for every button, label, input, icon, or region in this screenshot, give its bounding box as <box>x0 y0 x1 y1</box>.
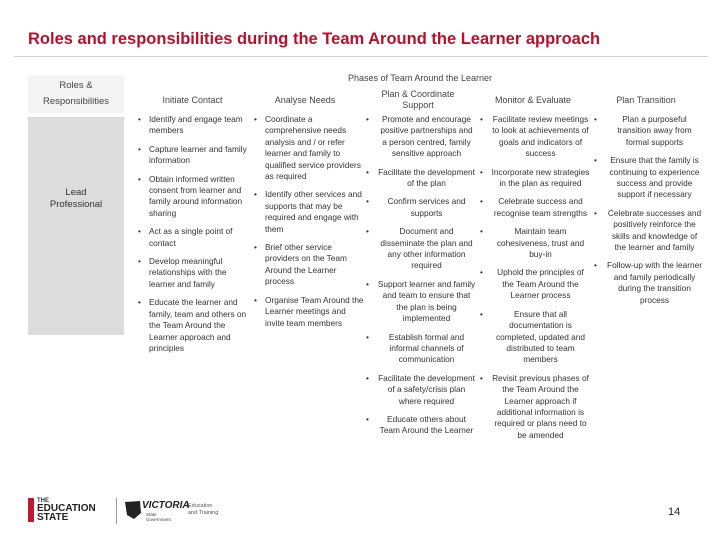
list-item: • Document and disseminate the plan and any other information required <box>364 226 476 272</box>
column-initiate-contact <box>136 114 252 361</box>
list-item: • Develop meaningful relationships with the learner and family <box>136 256 252 290</box>
column-plan-coordinate <box>364 114 476 444</box>
list-item: • Maintain team cohesiveness, trust and buy-in <box>478 226 590 260</box>
list-item: • Incorporate new strategies in the plan as required <box>478 167 590 190</box>
victoria-map-icon <box>124 499 142 521</box>
list-item: • Obtain informed written consent from learner and family around information sharing <box>136 174 252 220</box>
list-item: • Educate others about Team Around the Learner <box>364 414 476 437</box>
list-item: • Support learner and family and team to ensure that the plan is being implemented <box>364 279 476 325</box>
heading-initiate-contact: Initiate Contact <box>162 95 223 105</box>
dept-line2: and Training <box>188 510 219 516</box>
education-state-logo <box>28 496 108 524</box>
list-item: • Facilitate the development of a safety/crisis plan where required <box>364 373 476 407</box>
list-item: • Uphold the principles of the Team Around the Learner process <box>478 267 590 301</box>
heading-analyse-needs: Analyse Needs <box>274 95 336 105</box>
list-item: • Celebrate success and recognise team strengths <box>478 196 590 219</box>
list-item: • Confirm services and supports <box>364 196 476 219</box>
logo-text-bottom: STATE <box>37 512 69 523</box>
education-training-label <box>188 503 218 517</box>
list-item: • Facilitate the development of the plan <box>364 167 476 190</box>
column-monitor-evaluate <box>478 114 590 448</box>
list-item: • Capture learner and family information <box>136 144 252 167</box>
list-item: • Act as a single point of contact <box>136 226 252 249</box>
victoria-government-logo <box>124 496 190 526</box>
role-line1: Lead <box>65 187 87 198</box>
heading-plan-transition: Plan Transition <box>616 95 676 105</box>
victoria-sub <box>146 512 171 522</box>
list-item: • Facilitate review meetings to look at achievements of goals and indicators of success <box>478 114 590 160</box>
list-item: • Coordinate a comprehensive needs analysis and / or refer learner and family to qualified service providers as required <box>252 114 364 182</box>
victoria-name: VICTORIA <box>142 500 190 511</box>
list-item: • Follow-up with the learner and family periodically during the transition process <box>592 260 704 306</box>
column-plan-transition <box>592 114 704 313</box>
list-item: • Ensure that all documentation is completed, updated and distributed to team members <box>478 309 590 366</box>
list-item: • Identify other services and supports that may be required and engage with them <box>252 189 364 235</box>
logo-red-bar <box>28 498 34 522</box>
list-item: • Establish formal and informal channels of communication <box>364 332 476 366</box>
list-item: • Ensure that the family is continuing to experience success and provide support if necessary <box>592 155 704 201</box>
dept-line1: Education <box>188 503 213 509</box>
page-number: 14 <box>668 506 681 518</box>
list-item: • Brief other service providers on the Team Around the Learner process <box>252 242 364 288</box>
heading-monitor-evaluate: Monitor & Evaluate <box>494 95 572 105</box>
list-item: • Celebrate successes and positively reinforce the skills and knowledge of the learner and family <box>592 208 704 254</box>
logo-text-mid: EDUCATION <box>37 503 96 514</box>
lead-professional-box <box>28 117 124 335</box>
list-item: • Educate the learner and family, team and others on the Team Around the Learner approach and principles <box>136 297 252 354</box>
heading-plan-coordinate: Plan & Coordinate Support <box>381 89 455 110</box>
victoria-sub-line2: Government <box>146 517 171 522</box>
phases-header: Phases of Team Around the Learner <box>348 73 492 83</box>
roles-heading-box <box>28 75 124 113</box>
list-item: • Plan a purposeful transition away from formal supports <box>592 114 704 148</box>
lead-professional-label <box>28 187 124 211</box>
column-analyse-needs <box>252 114 364 336</box>
roles-heading-line1: Roles & <box>59 80 93 91</box>
page-title: Roles and responsibilities during the Team Around the Learner approach <box>28 30 601 48</box>
list-item: • Promote and encourage positive partnerships and a person centred, family sensitive approach <box>364 114 476 160</box>
role-line2: Professional <box>49 199 103 210</box>
list-item: • Revisit previous phases of the Team Around the Learner approach if additional information is required or plans need to be amended <box>478 373 590 441</box>
logo-text-top: THE <box>37 498 49 504</box>
list-item: • Organise Team Around the Learner meetings and invite team members <box>252 295 364 329</box>
logo-divider <box>116 498 117 524</box>
roles-heading-line2: Responsibilities <box>42 96 109 107</box>
title-divider <box>14 56 708 57</box>
list-item: • Identify and engage team members <box>136 114 252 137</box>
victoria-sub-line1: State <box>146 512 157 517</box>
